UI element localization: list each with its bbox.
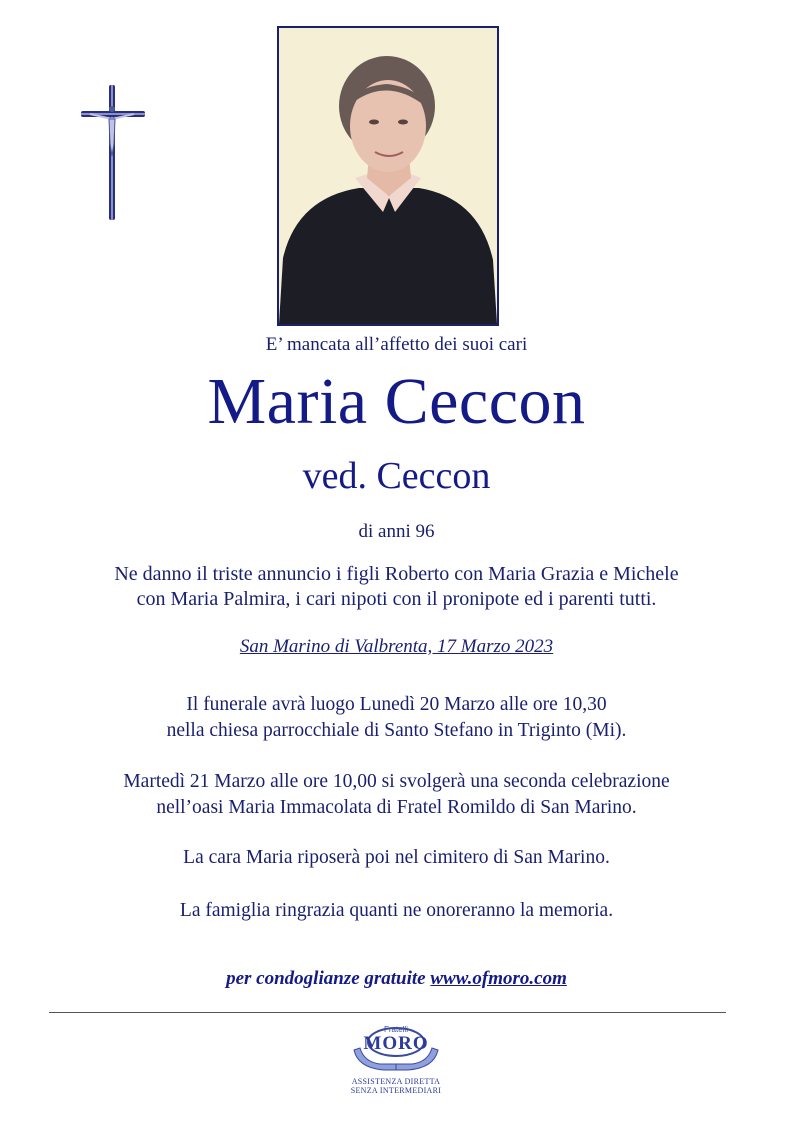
age-text: di anni 96 (358, 521, 435, 542)
thanks-line: La famiglia ringrazia quanti ne onoreranno la memoria. (179, 900, 614, 921)
funeral-line: Il funerale avrà luogo Lunedì 20 Marzo alle ore 10,30 (186, 694, 607, 715)
deceased-name: Maria Ceccon (207, 365, 586, 438)
burial-line: La cara Maria riposerà poi nel cimitero di San Marino. (183, 847, 610, 868)
announcement (0, 562, 793, 612)
thanks-text (0, 898, 793, 924)
logo-tagline: SENZA INTERMEDIARI (350, 1086, 442, 1095)
condolences-line (0, 968, 793, 990)
celebration-line: Martedì 21 Marzo alle ore 10,00 si svolgerà una seconda celebrazione (123, 771, 670, 792)
logo-brand: MORO (363, 1033, 429, 1054)
intro-text: E’ mancata all’affetto dei suoi cari (265, 334, 528, 355)
burial-info (0, 845, 793, 871)
funeral-info (0, 692, 793, 744)
announcement-line: Ne danno il triste annuncio i figli Roberto con Maria Grazia e Michele (114, 563, 679, 585)
place-date (0, 636, 793, 658)
portrait-photo (277, 26, 499, 326)
place-date-text: San Marino di Valbrenta, 17 Marzo 2023 (239, 636, 554, 657)
divider (49, 1012, 726, 1013)
crucifix-icon (78, 82, 148, 222)
logo-tagline: ASSISTENZA DIRETTA (351, 1077, 441, 1086)
logo-small-text: Fratelli (383, 1025, 408, 1034)
celebration-info (0, 769, 793, 821)
celebration-line: nell’oasi Maria Immacolata di Fratel Romildo di San Marino. (156, 797, 637, 818)
website-link[interactable]: www.ofmoro.com (430, 968, 567, 989)
funeral-line: nella chiesa parrocchiale di Santo Stefano in Triginto (Mi). (166, 720, 627, 741)
announcement-line: con Maria Palmira, i cari nipoti con il pronipote ed i parenti tutti. (136, 588, 657, 610)
condolences-text: per condoglianze gratuite (226, 968, 426, 989)
funeral-home-logo (336, 1020, 456, 1120)
widow-of: ved. Ceccon (302, 455, 491, 497)
